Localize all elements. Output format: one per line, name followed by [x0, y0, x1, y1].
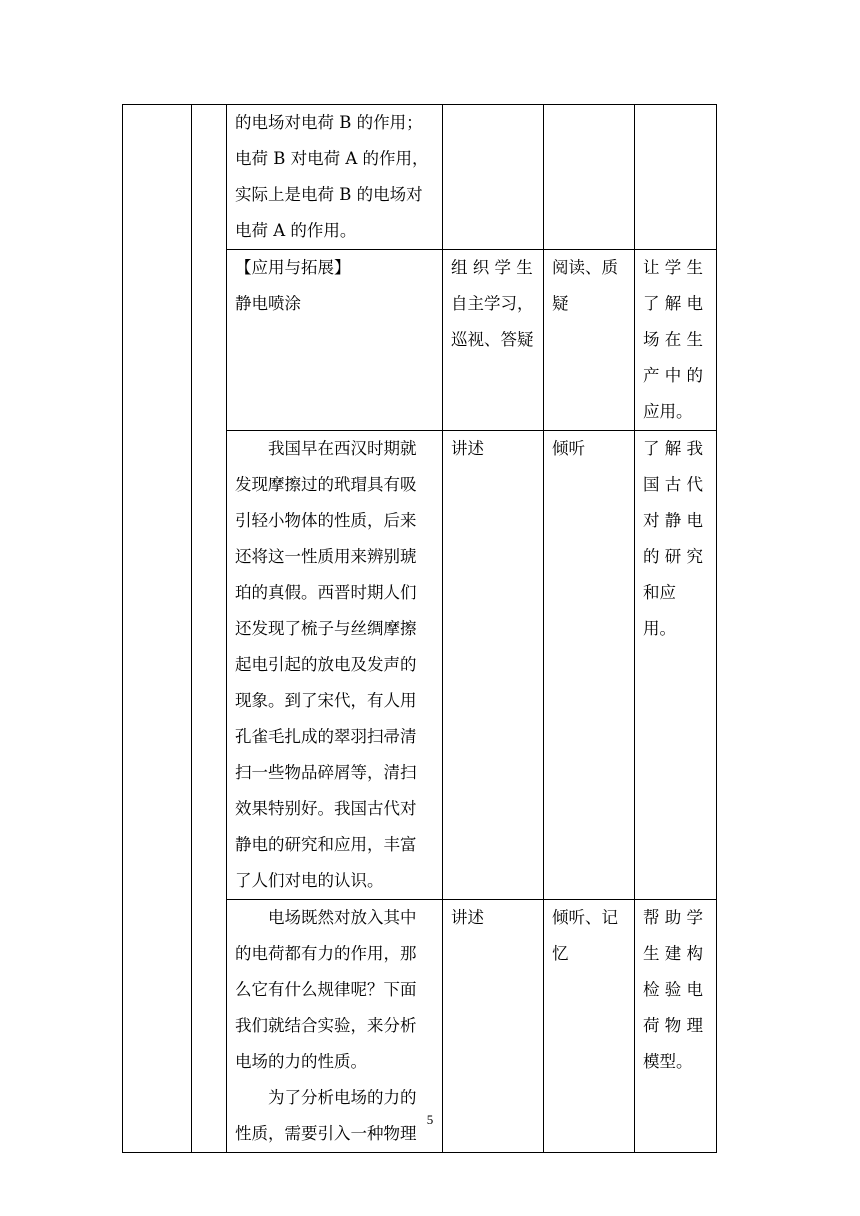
intent-line: 对 静 电 — [643, 511, 703, 530]
content-line: 电荷 A 的作用。 — [235, 221, 357, 240]
section-heading: 【应用与拓展】 — [235, 258, 351, 277]
content-line: 电场既然对放入其中 — [268, 908, 417, 927]
teacher-line: 讲述 — [451, 439, 484, 458]
teacher-activity-cell — [443, 431, 544, 900]
intent-line: 帮 助 学 — [643, 908, 703, 927]
teacher-activity-cell — [443, 250, 544, 431]
teacher-activity-cell — [443, 105, 544, 250]
intent-line: 场 在 生 — [643, 330, 703, 349]
content-line: 的电场对电荷 B 的作用； — [235, 113, 423, 132]
content-line: 实际上是电荷 B 的电场对 — [235, 185, 423, 204]
content-line: 现象。到了宋代，有人用 — [235, 691, 417, 710]
content-cell — [227, 250, 443, 431]
content-line: 我国早在西汉时期就 — [268, 439, 417, 458]
student-line: 倾听、记 — [552, 908, 618, 927]
intent-line: 的 研 究 — [643, 547, 703, 566]
content-line: 我们就结合实验，来分析 — [235, 1016, 417, 1035]
content-line: 还将这一性质用来辨别琥 — [235, 547, 417, 566]
design-intent-cell — [635, 431, 717, 900]
student-line: 阅读、质 — [552, 258, 618, 277]
student-activity-cell — [544, 431, 635, 900]
content-line: 电荷 B 对电荷 A 的作用， — [235, 149, 429, 168]
content-line: 效果特别好。我国古代对 — [235, 799, 417, 818]
teacher-line: 巡视、答疑 — [451, 330, 534, 349]
content-line: 么它有什么规律呢？下面 — [235, 980, 417, 999]
design-intent-cell — [635, 105, 717, 250]
teacher-line: 组 织 学 生 — [451, 258, 533, 277]
content-line: 性质，需要引入一种物理 — [235, 1124, 417, 1143]
content-line: 孔雀毛扎成的翠羽扫帚清 — [235, 727, 417, 746]
content-line: 引轻小物体的性质，后来 — [235, 511, 417, 530]
content-line: 电场的力的性质。 — [235, 1052, 367, 1071]
student-activity-cell — [544, 250, 635, 431]
content-line: 扫一些物品碎屑等，清扫 — [235, 763, 417, 782]
content-line: 静电喷涂 — [235, 294, 301, 313]
content-line: 还发现了梳子与丝绸摩擦 — [235, 619, 417, 638]
intent-line: 应用。 — [643, 402, 693, 421]
content-line: 珀的真假。西晋时期人们 — [235, 583, 417, 602]
intent-line: 生 建 构 — [643, 944, 703, 963]
intent-line: 检 验 电 — [643, 980, 703, 999]
intent-line: 模型。 — [643, 1052, 693, 1071]
student-activity-cell — [544, 105, 635, 250]
content-line: 静电的研究和应用，丰富 — [235, 835, 417, 854]
intent-line: 了 解 我 — [643, 439, 703, 458]
intent-line: 和应用。 — [643, 583, 676, 638]
teacher-line: 自主学习， — [451, 294, 534, 313]
content-line: 起电引起的放电及发声的 — [235, 655, 417, 674]
content-line: 为了分析电场的力的 — [268, 1088, 417, 1107]
student-line: 疑 — [552, 294, 569, 313]
content-line: 了人们对电的认识。 — [235, 871, 384, 890]
content-line: 发现摩擦过的玳瑁具有吸 — [235, 475, 417, 494]
page-number: 5 — [426, 1112, 434, 1127]
intent-line: 荷 物 理 — [643, 1016, 703, 1035]
lesson-plan-table — [122, 104, 717, 1153]
intent-line: 了 解 电 — [643, 294, 703, 313]
table-row — [123, 105, 717, 250]
content-line: 的电荷都有力的作用，那 — [235, 944, 417, 963]
intent-line: 产 中 的 — [643, 366, 703, 385]
content-cell — [227, 431, 443, 900]
section-column-cell — [123, 105, 192, 1153]
intent-line: 让 学 生 — [643, 258, 703, 277]
content-cell — [227, 105, 443, 250]
intent-line: 国 古 代 — [643, 475, 703, 494]
student-line: 倾听 — [552, 439, 585, 458]
step-column-cell — [192, 105, 227, 1153]
teacher-line: 讲述 — [451, 908, 484, 927]
design-intent-cell — [635, 250, 717, 431]
student-line: 忆 — [552, 944, 569, 963]
